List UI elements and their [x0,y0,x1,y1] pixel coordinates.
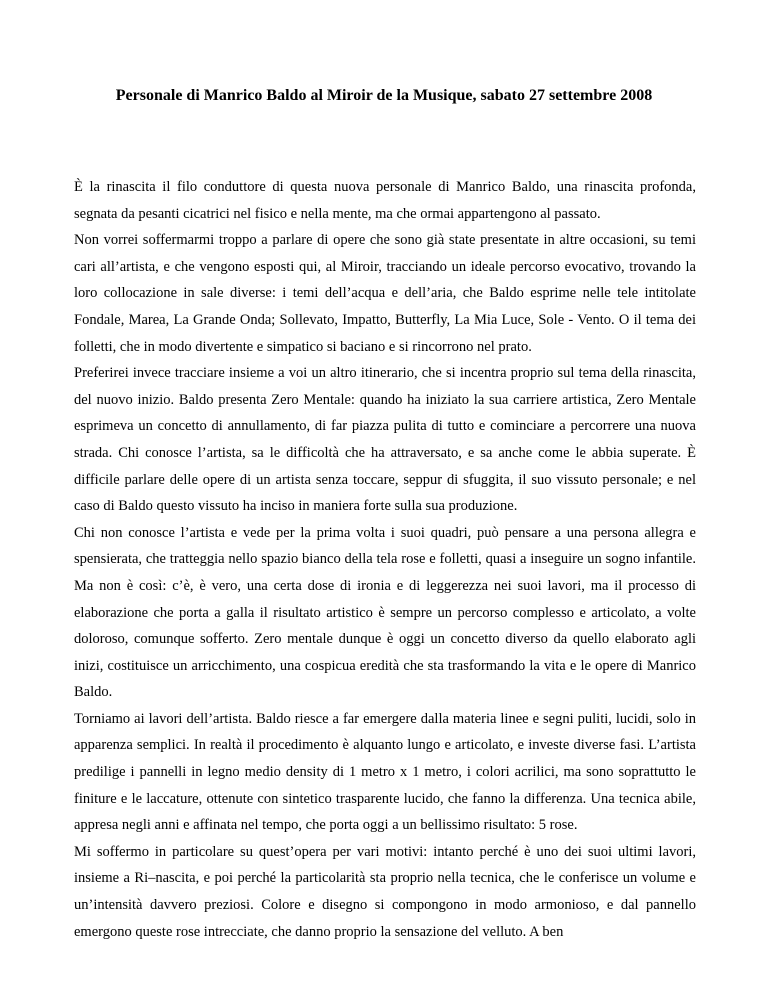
paragraph: Non vorrei soffermarmi troppo a parlare di opere che sono già state presentate in altre occasioni, su temi cari all’artista, e che vengono esposti qui, al Miroir, tracciando un ideale percorso evocativo, trovando la loro collocazione in sale diverse: i temi dell’acqua e dell’aria, che Baldo esprime nelle tele intitolate Fondale, Marea, La Grande Onda; Sollevato, Impatto, Butterfly, La Mia Luce, Sole - Vento. O il tema dei folletti, che in modo divertente e simpatico si baciano e si rincorrono nel prato. [74,232,696,355]
document-body [74,174,696,945]
paragraph: È la rinascita il filo conduttore di questa nuova personale di Manrico Baldo, una rinascita profonda, segnata da pesanti cicatrici nel fisico e nella mente, ma che ormai appartengono al passato. [74,179,696,222]
paragraph: Torniamo ai lavori dell’artista. Baldo riesce a far emergere dalla materia linee e segni puliti, lucidi, solo in apparenza semplici. In realtà il procedimento è alquanto lungo e articolato, e investe diverse fasi. L’artista predilige i pannelli in legno medio density di 1 metro x 1 metro, i colori acrilici, ma sono soprattutto le finiture e le laccature, ottenute con sintetico trasparente lucido, che fanno la differenza. Una tecnica abile, appresa negli anni e affinata nel tempo, che porta oggi a un bellissimo risultato: 5 rose. [74,710,696,834]
paragraph: Preferirei invece tracciare insieme a voi un altro itinerario, che si incentra proprio sul tema della rinascita, del nuovo inizio. Baldo presenta Zero Mentale: quando ha iniziato la sua carriere artistica, Zero Mentale esprimeva un concetto di annullamento, di far piazza pulita di tutto e cominciare a percorrere una nuova strada. Chi conosce l’artista, sa le difficoltà che ha attraversato, e sa anche come le abbia superate. È difficile parlare delle opere di un artista senza toccare, seppur di sfuggita, il suo vissuto personale; e nel caso di Baldo questo vissuto ha inciso in maniera forte sulla sua produzione. [74,365,696,515]
document-title: Personale di Manrico Baldo al Miroir de la Musique, sabato 27 settembre 2008 [115,87,653,104]
paragraph: Chi non conosce l’artista e vede per la prima volta i suoi quadri, può pensare a una persona allegra e spensierata, che tratteggia nello spazio bianco della tela rose e folletti, quasi a inseguire un sogno infantile. Ma non è così: c’è, è vero, una certa dose di ironia e di leggerezza nei suoi lavori, ma il processo di elaborazione che porta a galla il risultato artistico è sempre un percorso complesso e articolato, a volte doloroso, comunque sofferto. Zero mentale dunque è oggi un concetto diverso da quello elaborato agli inizi, costituisce un arricchimento, una cospicua eredità che sta trasformando la vita e le opere di Manrico Baldo. [74,524,696,701]
paragraph: Mi soffermo in particolare su quest’opera per vari motivi: intanto perché è uno dei suoi ultimi lavori, insieme a Ri–nascita, e poi perché la particolarità sta proprio nella tecnica, che le conferisce un volume e un’intensità davvero preziosi. Colore e disegno si compongono in modo armonioso, e dal pannello emergono queste rose intrecciate, che danno proprio la sensazione del velluto. A ben [74,843,696,940]
